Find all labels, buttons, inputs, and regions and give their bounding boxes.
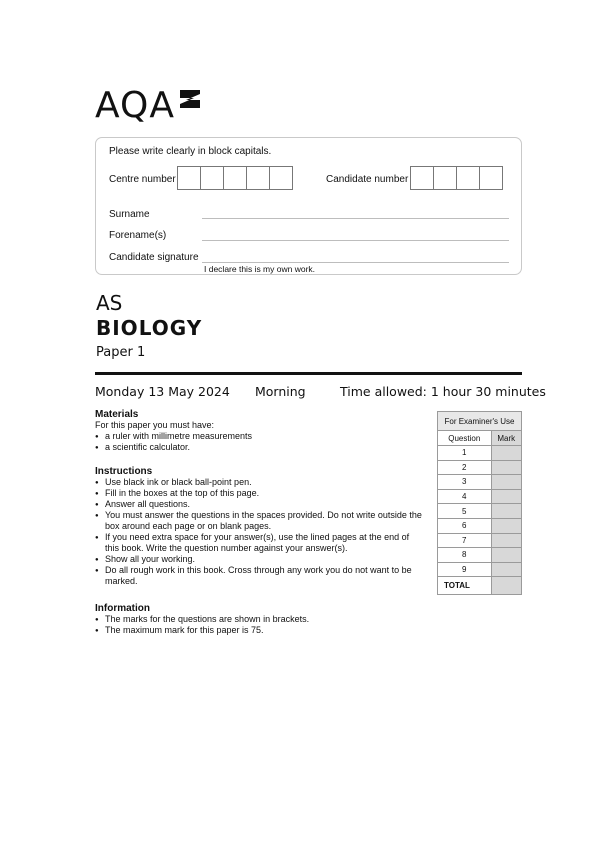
mark-cell <box>491 562 521 577</box>
question-number: 9 <box>438 562 492 577</box>
mark-column-header: Mark <box>491 431 521 446</box>
centre-digit-box[interactable] <box>177 166 201 190</box>
candidate-digit-box[interactable] <box>456 166 480 190</box>
question-number: 8 <box>438 548 492 563</box>
information-section <box>95 603 425 636</box>
qualification-level: AS <box>96 291 123 315</box>
list-item: ● Use black ink or black ball-point pen. <box>95 477 425 488</box>
mark-cell <box>491 533 521 548</box>
table-row <box>438 446 522 461</box>
mark-cell <box>491 446 521 461</box>
exam-date: Monday 13 May 2024 <box>95 384 230 399</box>
question-number: 7 <box>438 533 492 548</box>
table-row <box>438 475 522 490</box>
examiner-use-table <box>437 411 522 595</box>
mark-cell <box>491 460 521 475</box>
question-number: 3 <box>438 475 492 490</box>
table-row <box>438 548 522 563</box>
list-item: ● The marks for the questions are shown in brackets. <box>95 614 425 625</box>
forename-label: Forename(s) <box>109 230 167 241</box>
question-number: 1 <box>438 446 492 461</box>
forename-field[interactable] <box>202 240 509 241</box>
declaration-text: I declare this is my own work. <box>204 264 316 274</box>
materials-heading: Materials <box>95 409 139 420</box>
list-item: ● The maximum mark for this paper is 75. <box>95 625 425 636</box>
materials-section <box>95 409 425 453</box>
mark-cell <box>491 504 521 519</box>
table-row <box>438 460 522 475</box>
table-row <box>438 562 522 577</box>
paper-number: Paper 1 <box>96 345 146 360</box>
subject-title: BIOLOGY <box>96 316 203 340</box>
table-row <box>438 489 522 504</box>
materials-intro: For this paper you must have: <box>95 420 215 430</box>
total-row <box>438 577 522 595</box>
table-row <box>438 518 522 533</box>
centre-digit-box[interactable] <box>246 166 270 190</box>
mark-cell <box>491 548 521 563</box>
mark-cell <box>491 475 521 490</box>
candidate-number-label: Candidate number <box>326 174 409 185</box>
centre-digit-box[interactable] <box>269 166 293 190</box>
list-item: ● Show all your working. <box>95 554 425 565</box>
total-label: TOTAL <box>438 577 492 595</box>
list-item: ● Answer all questions. <box>95 499 425 510</box>
question-number: 6 <box>438 518 492 533</box>
exam-session: Morning <box>255 384 306 399</box>
signature-label: Candidate signature <box>109 252 199 263</box>
list-item: ● Fill in the boxes at the top of this page. <box>95 488 425 499</box>
question-number: 4 <box>438 489 492 504</box>
examiner-table-title: For Examiner's Use <box>438 412 522 431</box>
total-mark-cell <box>491 577 521 595</box>
centre-digit-box[interactable] <box>200 166 224 190</box>
list-item: ● a ruler with millimetre measurements <box>95 431 425 442</box>
candidate-digit-box[interactable] <box>410 166 434 190</box>
aqa-logo-mark-icon <box>178 88 202 110</box>
centre-number-input[interactable] <box>178 166 293 190</box>
time-allowed: Time allowed: 1 hour 30 minutes <box>340 384 546 399</box>
table-row <box>438 533 522 548</box>
question-number: 5 <box>438 504 492 519</box>
list-item: ● You must answer the questions in the spaces provided. Do not write outside the box around each page or on blank pages. <box>95 510 425 532</box>
information-heading: Information <box>95 603 150 614</box>
block-capitals-instruction: Please write clearly in block capitals. <box>109 146 272 157</box>
surname-field[interactable] <box>202 218 509 219</box>
question-number: 2 <box>438 460 492 475</box>
logo-text: AQA <box>95 85 175 126</box>
list-item: ● a scientific calculator. <box>95 442 425 453</box>
candidate-digit-box[interactable] <box>479 166 503 190</box>
title-divider <box>95 372 522 375</box>
instructions-heading: Instructions <box>95 466 153 477</box>
table-row <box>438 504 522 519</box>
signature-field[interactable] <box>202 262 509 263</box>
centre-number-label: Centre number <box>109 174 176 185</box>
instructions-section <box>95 466 425 587</box>
centre-digit-box[interactable] <box>223 166 247 190</box>
candidate-digit-box[interactable] <box>433 166 457 190</box>
question-column-header: Question <box>438 431 492 446</box>
list-item: ● Do all rough work in this book. Cross through any work you do not want to be marked. <box>95 565 425 587</box>
candidate-number-input[interactable] <box>411 166 503 190</box>
aqa-logo <box>95 86 202 126</box>
surname-label: Surname <box>109 209 150 220</box>
mark-cell <box>491 489 521 504</box>
list-item: ● If you need extra space for your answer(s), use the lined pages at the end of this book. Write the question number against your answer(s). <box>95 532 425 554</box>
mark-cell <box>491 518 521 533</box>
